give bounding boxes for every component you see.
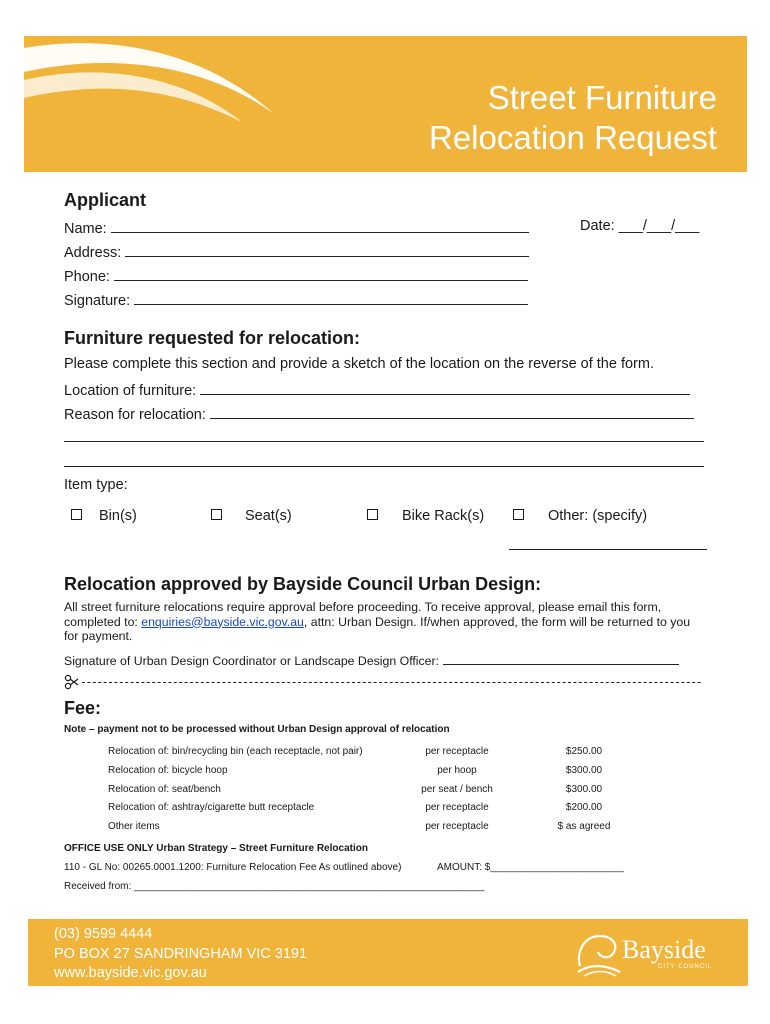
- date-label[interactable]: Date: ___/___/___: [580, 218, 700, 234]
- location-row: [64, 380, 690, 399]
- name-field[interactable]: [111, 218, 529, 233]
- item-seats-label: Seat(s): [245, 508, 292, 524]
- item-bins-label: Bin(s): [99, 508, 137, 524]
- fee-row-unit: per seat / bench: [421, 784, 493, 795]
- signature-row: [64, 290, 528, 309]
- bayside-logo: [574, 930, 724, 978]
- furniture-instruction: Please complete this section and provide a sketch of the location on the reverse of the form.: [64, 356, 654, 372]
- gl-line: 110 - GL No: 00265.0001.1200: Furniture Relocation Fee As outlined above): [64, 862, 402, 873]
- checkbox-other[interactable]: [513, 509, 524, 520]
- other-specify-field[interactable]: [509, 549, 707, 550]
- fee-row-unit: per receptacle: [425, 821, 489, 832]
- phone-field[interactable]: [114, 266, 528, 281]
- logo-wordmark: Bayside: [622, 935, 706, 964]
- item-bike-racks-label: Bike Rack(s): [402, 508, 485, 524]
- email-link[interactable]: enquiries@bayside.vic.gov.au: [141, 614, 304, 629]
- fee-row-unit: per receptacle: [425, 802, 489, 813]
- furniture-heading: Furniture requested for relocation:: [64, 328, 361, 348]
- cut-line: [64, 672, 704, 692]
- contact-website[interactable]: www.bayside.vic.gov.au: [54, 965, 207, 981]
- item-type-label: Item type:: [64, 477, 128, 493]
- checkbox-seats[interactable]: [211, 509, 222, 520]
- fee-row-item: Relocation of: bicycle hoop: [108, 765, 228, 776]
- fee-row-item: Relocation of: bin/recycling bin (each receptacle, not pair): [108, 746, 363, 757]
- approval-body-text-1: All street furniture relocations require approval before proceeding. To receive approval, please email this form, completed to:: [64, 600, 662, 629]
- approver-signature-row: [64, 652, 679, 669]
- bayside-logo-mark: [574, 930, 624, 978]
- fee-row-unit: per receptacle: [425, 746, 489, 757]
- fee-row-price: $ as agreed: [557, 821, 611, 832]
- footer-banner: [28, 919, 748, 986]
- name-label: Name:: [64, 221, 107, 237]
- approver-signature-field[interactable]: [443, 652, 679, 665]
- approver-signature-label: Signature of Urban Design Coordinator or Landscape Design Officer:: [64, 654, 440, 668]
- name-row: [64, 218, 529, 237]
- fee-row-item: Other items: [108, 821, 160, 832]
- checkbox-bins[interactable]: [71, 509, 82, 520]
- header-banner: [24, 36, 747, 172]
- fee-row-price: $250.00: [565, 746, 603, 757]
- fee-note: Note – payment not to be processed without Urban Design approval of relocation: [64, 724, 450, 735]
- item-other-label: Other: (specify): [548, 508, 648, 524]
- phone-row: [64, 266, 528, 285]
- checkbox-bike-racks[interactable]: [367, 509, 378, 520]
- reason-field-line-3[interactable]: [64, 466, 704, 467]
- amount-field[interactable]: AMOUNT: $________________________: [437, 862, 624, 873]
- title-line-2: Relocation Request: [428, 119, 717, 156]
- signature-label: Signature:: [64, 293, 131, 309]
- approval-heading: Relocation approved by Bayside Council Urban Design:: [64, 574, 542, 594]
- address-row: [64, 242, 529, 261]
- fee-row-item: Relocation of: seat/bench: [108, 784, 221, 795]
- reason-field-line-2[interactable]: [64, 441, 704, 442]
- contact-phone: (03) 9599 4444: [54, 926, 153, 942]
- fee-row-price: $300.00: [565, 765, 603, 776]
- fee-row-item: Relocation of: ashtray/cigarette butt receptacle: [108, 802, 315, 813]
- address-label: Address:: [64, 245, 122, 261]
- fee-row-price: $300.00: [565, 784, 603, 795]
- reason-label: Reason for relocation:: [64, 407, 206, 423]
- title-line-1: Street Furniture: [487, 79, 717, 116]
- approval-body-text-2: , attn: Urban Design. If/when approved, the form will be returned to you for payment.: [64, 614, 691, 643]
- received-from-field[interactable]: Received from: _______________________________________________________________: [64, 881, 485, 892]
- contact-block: [54, 925, 307, 984]
- location-label: Location of furniture:: [64, 383, 197, 399]
- fee-heading: Fee:: [64, 698, 102, 718]
- form-title: [429, 78, 717, 158]
- approval-body: [64, 600, 704, 644]
- phone-label: Phone:: [64, 269, 110, 285]
- scissors-icon: [65, 675, 78, 688]
- logo-subtitle: CITY COUNCIL: [658, 964, 713, 970]
- signature-field[interactable]: [134, 290, 528, 305]
- applicant-heading: Applicant: [64, 190, 147, 210]
- reason-row: [64, 404, 694, 423]
- reason-field[interactable]: [210, 404, 694, 419]
- address-field[interactable]: [125, 242, 529, 257]
- office-use-heading: OFFICE USE ONLY Urban Strategy – Street Furniture Relocation: [64, 843, 368, 854]
- contact-address: PO BOX 27 SANDRINGHAM VIC 3191: [54, 945, 308, 962]
- fee-row-price: $200.00: [565, 802, 603, 813]
- location-field[interactable]: [200, 380, 690, 395]
- fee-row-unit: per hoop: [437, 765, 477, 776]
